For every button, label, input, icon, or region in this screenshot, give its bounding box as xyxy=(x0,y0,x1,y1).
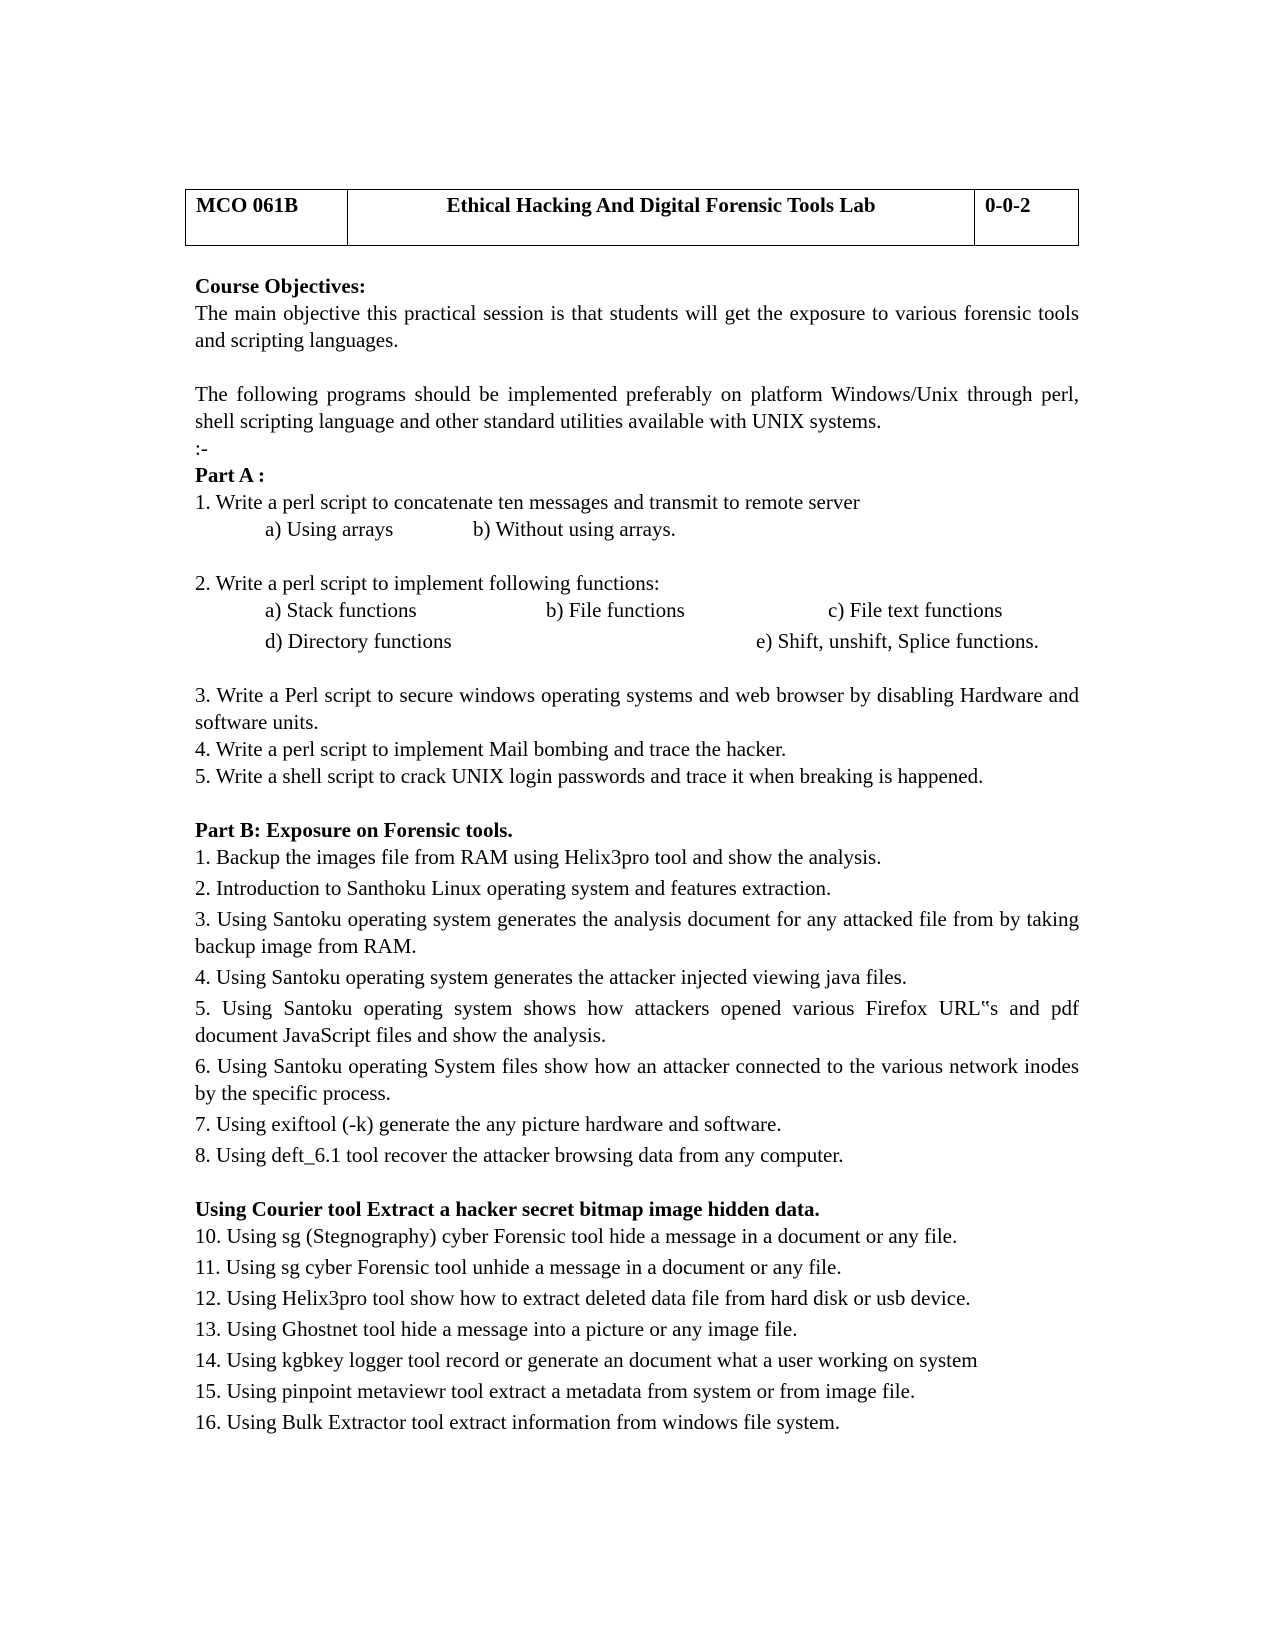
course-title: Ethical Hacking And Digital Forensic Tools Lab xyxy=(348,190,975,245)
part-a-heading: Part A : xyxy=(195,463,265,487)
courier-item: 10. Using sg (Stegnography) cyber Forensic tool hide a message in a document or any file. xyxy=(195,1224,958,1248)
part-b-item: 1. Backup the images file from RAM using Helix3pro tool and show the analysis. xyxy=(195,845,882,869)
course-credits: 0-0-2 xyxy=(985,193,1031,217)
option-using-arrays: a) Using arrays xyxy=(265,517,394,541)
part-a-item-1-options xyxy=(195,516,1079,543)
part-a-item-2-options-row2 xyxy=(195,628,1079,655)
part-b-item: 2. Introduction to Santhoku Linux operating system and features extraction. xyxy=(195,876,832,900)
courier-item: 16. Using Bulk Extractor tool extract information from windows file system. xyxy=(195,1410,841,1434)
option-shift-unshift-splice: e) Shift, unshift, Splice functions. xyxy=(756,629,1039,653)
part-b-heading: Part B: Exposure on Forensic tools. xyxy=(195,818,513,842)
part-a-item-2: 2. Write a perl script to implement following functions: xyxy=(195,571,660,595)
intro-trailer: :- xyxy=(195,436,208,460)
option-directory-functions: d) Directory functions xyxy=(265,629,452,653)
part-a-item-5: 5. Write a shell script to crack UNIX login passwords and trace it when breaking is happened. xyxy=(195,764,984,788)
part-a-item-1: 1. Write a perl script to concatenate ten messages and transmit to remote server xyxy=(195,490,860,514)
intro-text: The following programs should be implemented preferably on platform Windows/Unix through perl, shell scripting language and other standard utilities available with UNIX systems. xyxy=(195,382,1079,433)
option-without-arrays: b) Without using arrays. xyxy=(473,517,676,541)
part-b-item: 6. Using Santoku operating System files show how an attacker connected to the various network inodes by the specific process. xyxy=(195,1054,1079,1105)
document-body xyxy=(195,273,1079,1436)
option-file-functions: b) File functions xyxy=(546,598,685,622)
part-b-item: 4. Using Santoku operating system generates the attacker injected viewing java files. xyxy=(195,965,908,989)
part-b-item: 8. Using deft_6.1 tool recover the attacker browsing data from any computer. xyxy=(195,1143,844,1167)
option-file-text-functions: c) File text functions xyxy=(828,598,1003,622)
courier-item: 14. Using kgbkey logger tool record or generate an document what a user working on system xyxy=(195,1348,978,1372)
part-b-item: 3. Using Santoku operating system generates the analysis document for any attacked file from by taking backup image from RAM. xyxy=(195,907,1079,958)
part-b-item: 5. Using Santoku operating system shows how attackers opened various Firefox URL‟s and pdf document JavaScript files and show the analysis. xyxy=(195,996,1079,1047)
option-stack-functions: a) Stack functions xyxy=(265,598,417,622)
courier-item: 11. Using sg cyber Forensic tool unhide a message in a document or any file. xyxy=(195,1255,842,1279)
courier-item: 12. Using Helix3pro tool show how to extract deleted data file from hard disk or usb device. xyxy=(195,1286,971,1310)
courier-heading: Using Courier tool Extract a hacker secret bitmap image hidden data. xyxy=(195,1197,820,1221)
course-code: MCO 061B xyxy=(186,190,348,245)
part-a-item-2-options-row1 xyxy=(195,597,1079,624)
courier-item: 15. Using pinpoint metaviewr tool extract a metadata from system or from image file. xyxy=(195,1379,916,1403)
part-b-item: 7. Using exiftool (-k) generate the any picture hardware and software. xyxy=(195,1112,782,1136)
part-a-item-3: 3. Write a Perl script to secure windows operating systems and web browser by disabling Hardware and software units. xyxy=(195,683,1079,734)
courier-item: 13. Using Ghostnet tool hide a message into a picture or any image file. xyxy=(195,1317,798,1341)
objectives-heading: Course Objectives: xyxy=(195,274,366,298)
course-header-table xyxy=(185,189,1079,246)
part-a-item-4: 4. Write a perl script to implement Mail bombing and trace the hacker. xyxy=(195,737,787,761)
objectives-text: The main objective this practical session is that students will get the exposure to various forensic tools and scripting languages. xyxy=(195,301,1079,352)
